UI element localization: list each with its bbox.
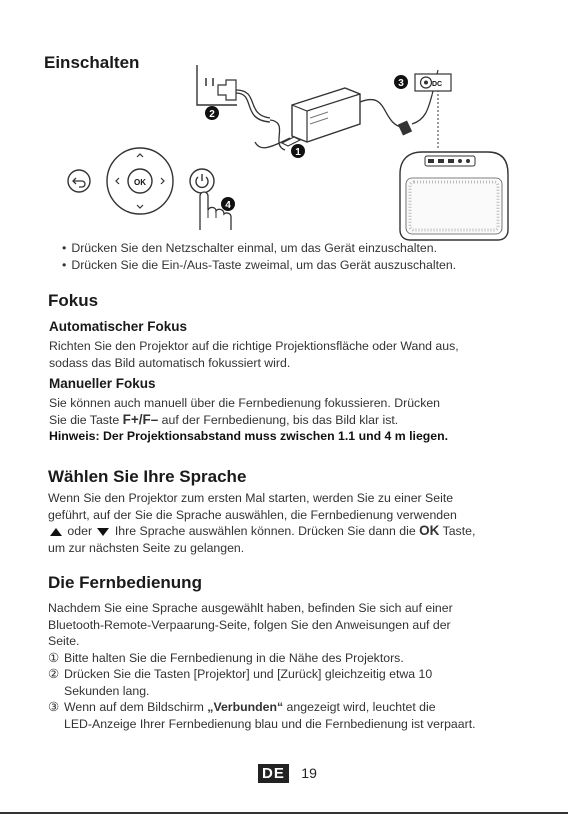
remote-step-1: ① Bitte halten Sie die Fernbedienung in die Nähe des Projektors. <box>48 650 404 665</box>
power-illustration <box>60 60 530 245</box>
language-text: Wenn Sie den Projektor zum ersten Mal starten, werden Sie zu einer Seite geführt, auf der Sie die Sprache auswählen, die Fernbedienung verwenden oder Ihre Sprache auswählen können. Drücken Sie dann die OK Taste, um zur nächsten Seite zu gelangen. <box>48 491 476 555</box>
dpad-icon <box>107 148 173 214</box>
ok-label: OK <box>134 178 146 187</box>
arrow-down-icon <box>97 528 109 536</box>
page-footer <box>258 765 317 783</box>
bottom-divider <box>0 812 568 814</box>
back-button-icon <box>68 170 90 192</box>
ok-key-label: OK <box>419 523 440 538</box>
section-title-power: Einschalten <box>44 53 140 72</box>
power-bullet-on: • Drücken Sie den Netzschalter einmal, um das Gerät einzuschalten. <box>62 240 542 257</box>
language-badge: DE <box>258 764 289 783</box>
remote-step-2: ② Drücken Sie die Tasten [Projektor] und [Zurück] gleichzeitig etwa 10 <box>48 667 433 681</box>
svg-text:2: 2 <box>209 109 215 120</box>
manual-focus-title: Manueller Fokus <box>49 376 156 391</box>
remote-text: Nachdem Sie eine Sprache ausgewählt haben, befinden Sie sich auf einer Bluetooth-Remote-Verpaarung-Seite, folgen Sie den Anweisungen auf der Seite. ① Bitte halten Sie die Fernbedienung in die Nähe des Projektors. ② Drücken Sie die Tasten [Projektor] und [Zurück] gleichzeitig etwa 10 Sekunden lang. ③ Wenn auf dem Bildschirm „Verbunden“ angezeigt wird, leuchtet die LED-Anzeige Ihrer Fernbedienung blau und die Fernbedienung ist verpaart. <box>48 600 548 732</box>
section-title-focus: Fokus <box>48 291 99 310</box>
dc-label: DC <box>432 81 443 88</box>
callout-1 <box>291 144 305 158</box>
dc-port-icon <box>415 74 451 91</box>
arrow-up-icon <box>50 528 62 536</box>
svg-text:1: 1 <box>295 147 301 158</box>
callout-3 <box>394 75 408 89</box>
remote-step-3: ③ Wenn auf dem Bildschirm „Verbunden“ angezeigt wird, leuchtet die <box>48 700 436 714</box>
callout-2 <box>205 106 219 120</box>
power-adapter-icon <box>282 88 360 146</box>
power-bullet-off: • Drücken Sie die Ein-/Aus-Taste zweimal, um das Gerät auszuschalten. <box>62 257 542 274</box>
callout-4 <box>221 197 235 211</box>
focus-note: Hinweis: Der Projektionsabstand muss zwischen 1.1 und 4 m liegen. <box>49 429 449 443</box>
projector-icon <box>400 152 508 240</box>
focus-key-label: F+/F– <box>122 411 159 427</box>
svg-text:3: 3 <box>398 78 404 89</box>
auto-focus-title: Automatischer Fokus <box>49 319 188 334</box>
section-title-language: Wählen Sie Ihre Sprache <box>48 467 247 486</box>
page-number: 19 <box>301 765 317 781</box>
power-bullet-list <box>62 240 542 273</box>
section-title-remote: Die Fernbedienung <box>48 573 202 592</box>
svg-text:4: 4 <box>225 200 231 211</box>
manual-focus-text: Sie können auch manuell über die Fernbedienung fokussieren. Drücken Sie die Taste F+/F– auf der Fernbedienung, bis das Bild klar ist. Hinweis: Der Projektionsabstand muss zwischen 1.1 und 4 m liegen. <box>49 395 539 445</box>
auto-focus-text: Richten Sie den Projektor auf die richtige Projektionsfläche oder Wand aus, sodass das Bild automatisch fokussiert wird. <box>49 339 459 370</box>
power-button-icon <box>190 169 214 193</box>
